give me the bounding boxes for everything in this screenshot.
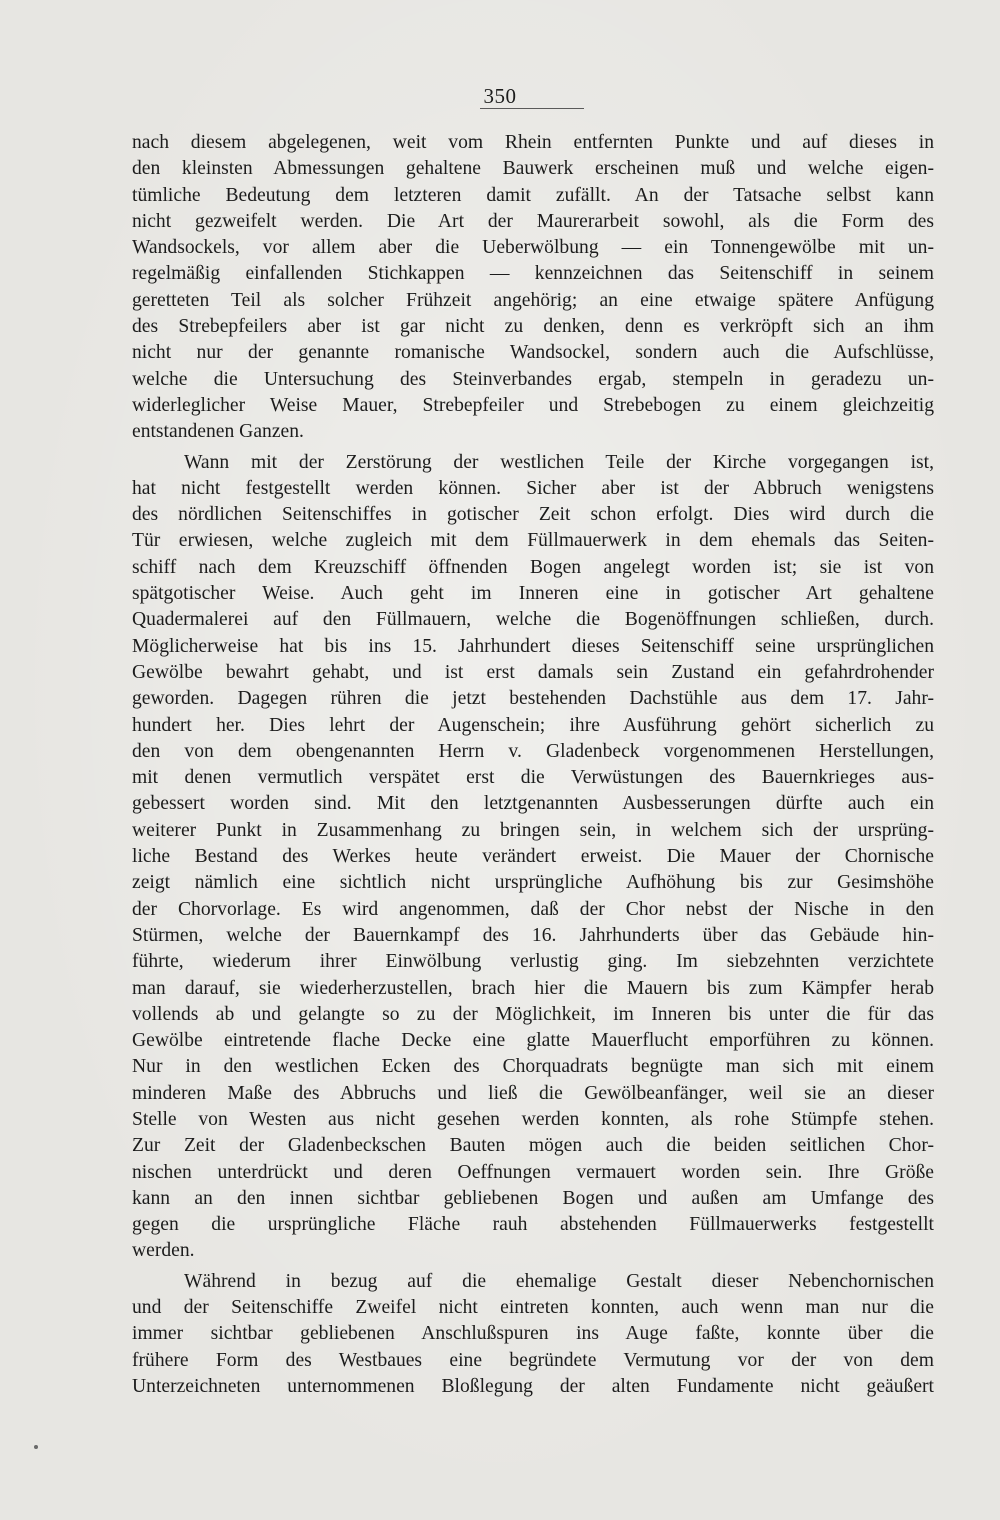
text-line: und der Seitenschiffe Zweifel nicht eintreten konnten, auch wenn man nur die bbox=[132, 1297, 934, 1319]
text-line: widerleglicher Weise Mauer, Strebepfeiler und Strebebogen zu einem gleichzeitig bbox=[132, 394, 934, 416]
text-line: nicht nur der genannte romanische Wandsockel, sondern auch die Aufschlüsse, bbox=[132, 342, 934, 364]
text-line: frühere Form des Westbaues eine begründete Vermutung vor der von dem bbox=[132, 1349, 934, 1371]
text-line: weiterer Punkt in Zusammenhang zu bringen sein, in welchem sich der ursprüng- bbox=[132, 819, 934, 841]
text-line: werden. bbox=[132, 1240, 195, 1262]
text-line: kann an den innen sichtbar gebliebenen Bogen und außen am Umfange des bbox=[132, 1187, 934, 1209]
text-line: minderen Maße des Abbruchs und ließ die Gewölbeanfänger, weil sie an dieser bbox=[132, 1082, 934, 1104]
text-line: mit denen vermutlich verspätet erst die Verwüstungen des Bauernkrieges aus- bbox=[132, 767, 934, 789]
text-line: vollends ab und gelangte so zu der Möglichkeit, im Inneren bis unter die für das bbox=[132, 1003, 934, 1025]
text-line: den kleinsten Abmessungen gehaltene Bauwerk erscheinen muß und welche eigen- bbox=[132, 158, 934, 180]
text-line: gebessert worden sind. Mit den letztgenannten Ausbesserungen dürfte auch ein bbox=[132, 793, 934, 815]
text-line: Gewölbe eintretende flache Decke eine glatte Mauerflucht emporführen zu können. bbox=[132, 1030, 934, 1052]
text-line: Zur Zeit der Gladenbeckschen Bauten mögen auch die beiden seitlichen Chor- bbox=[132, 1135, 934, 1157]
text-line: der Chorvorlage. Es wird angenommen, daß der Chor nebst der Nische in den bbox=[132, 898, 934, 920]
text-line: des nördlichen Seitenschiffes in gotischer Zeit schon erfolgt. Dies wird durch die bbox=[132, 504, 934, 526]
text-line: nicht gezweifelt werden. Die Art der Maurerarbeit sowohl, als die Form des bbox=[132, 210, 934, 232]
paper-speck bbox=[34, 1445, 38, 1449]
text-line: Nur in den westlichen Ecken des Chorquadrats begnügte man sich mit einem bbox=[132, 1056, 934, 1078]
text-line: man darauf, sie wiederherzustellen, brach hier die Mauern bis zum Kämpfer herab bbox=[132, 977, 934, 999]
text-line: liche Bestand des Werkes heute verändert erweist. Die Mauer der Chornische bbox=[132, 846, 934, 868]
page-number: 350 bbox=[483, 84, 517, 108]
text-line: Während in bezug auf die ehemalige Gestalt dieser Nebenchornischen bbox=[184, 1270, 934, 1292]
text-line: spätgotischer Weise. Auch geht im Inneren eine in gotischer Art gehaltene bbox=[132, 583, 934, 605]
text-line: zeigt nämlich eine sichtlich nicht ursprüngliche Aufhöhung bis zur Gesimshöhe bbox=[132, 872, 934, 894]
text-line: schiff nach dem Kreuzschiff öffnenden Bogen angelegt worden ist; sie ist von bbox=[132, 556, 934, 578]
text-line: regelmäßig einfallenden Stichkappen — kennzeichnen das Seitenschiff in seinem bbox=[132, 263, 934, 285]
text-line: nischen unterdrückt und deren Oeffnungen vermauert worden sein. Ihre Größe bbox=[132, 1161, 934, 1183]
text-line: Tür erwiesen, welche zugleich mit dem Füllmauerwerk in dem ehemals das Seiten- bbox=[132, 530, 934, 552]
text-line: des Strebepfeilers aber ist gar nicht zu denken, denn es verkröpft sich an ihm bbox=[132, 316, 934, 338]
text-line: geretteten Teil als solcher Frühzeit angehörig; an eine etwaige spätere Anfügung bbox=[132, 289, 934, 311]
text-line: Quadermalerei auf den Füllmauern, welche die Bogenöffnungen schließen, durch. bbox=[132, 609, 934, 631]
text-line: hundert her. Dies lehrt der Augenschein; ihre Ausführung gehört sicherlich zu bbox=[132, 714, 934, 736]
paragraph bbox=[132, 1269, 934, 1400]
text-line: Wandsockels, vor allem aber die Ueberwölbung — ein Tonnengewölbe mit un- bbox=[132, 237, 934, 259]
text-line: hat nicht festgestellt werden können. Sicher aber ist der Abbruch wenigstens bbox=[132, 477, 934, 499]
text-line: Wann mit der Zerstörung der westlichen Teile der Kirche vorgegangen ist, bbox=[184, 451, 934, 473]
text-line: tümliche Bedeutung dem letzteren damit zufällt. An der Tatsache selbst kann bbox=[132, 184, 934, 206]
text-line: nach diesem abgelegenen, weit vom Rhein entfernten Punkte und auf dieses in bbox=[132, 132, 934, 153]
text-line: Möglicherweise hat bis ins 15. Jahrhundert dieses Seitenschiff seine ursprünglichen bbox=[132, 635, 934, 657]
paragraph bbox=[132, 450, 934, 1265]
text-line: Gewölbe bewahrt gehabt, und ist erst damals sein Zustand ein gefahrdrohender bbox=[132, 661, 934, 683]
body-text bbox=[132, 130, 934, 1400]
text-line: immer sichtbar gebliebenen Anschlußspuren ins Auge faßte, konnte über die bbox=[132, 1323, 934, 1345]
text-line: den von dem obengenannten Herrn v. Gladenbeck vorgenommenen Herstellungen, bbox=[132, 740, 934, 762]
text-line: Stürmen, welche der Bauernkampf des 16. Jahrhunderts über das Gebäude hin- bbox=[132, 924, 934, 946]
text-line: entstandenen Ganzen. bbox=[132, 421, 304, 443]
paragraph bbox=[132, 130, 934, 446]
text-line: welche die Untersuchung des Steinverbandes ergab, stempeln in geradezu un- bbox=[132, 368, 934, 390]
text-line: führte, wiederum ihrer Einwölbung verlustig ging. Im siebzehnten verzichtete bbox=[132, 951, 934, 973]
text-line: Stelle von Westen aus nicht gesehen werden konnten, als rohe Stümpfe stehen. bbox=[132, 1108, 934, 1130]
text-line: gegen die ursprüngliche Fläche rauh abstehenden Füllmauerwerks festgestellt bbox=[132, 1214, 934, 1236]
text-line: Unterzeichneten unternommenen Bloßlegung der alten Fundamente nicht geäußert bbox=[132, 1375, 934, 1397]
page-number-rule bbox=[480, 108, 584, 109]
text-line: geworden. Dagegen rühren die jetzt bestehenden Dachstühle aus dem 17. Jahr- bbox=[132, 688, 934, 710]
